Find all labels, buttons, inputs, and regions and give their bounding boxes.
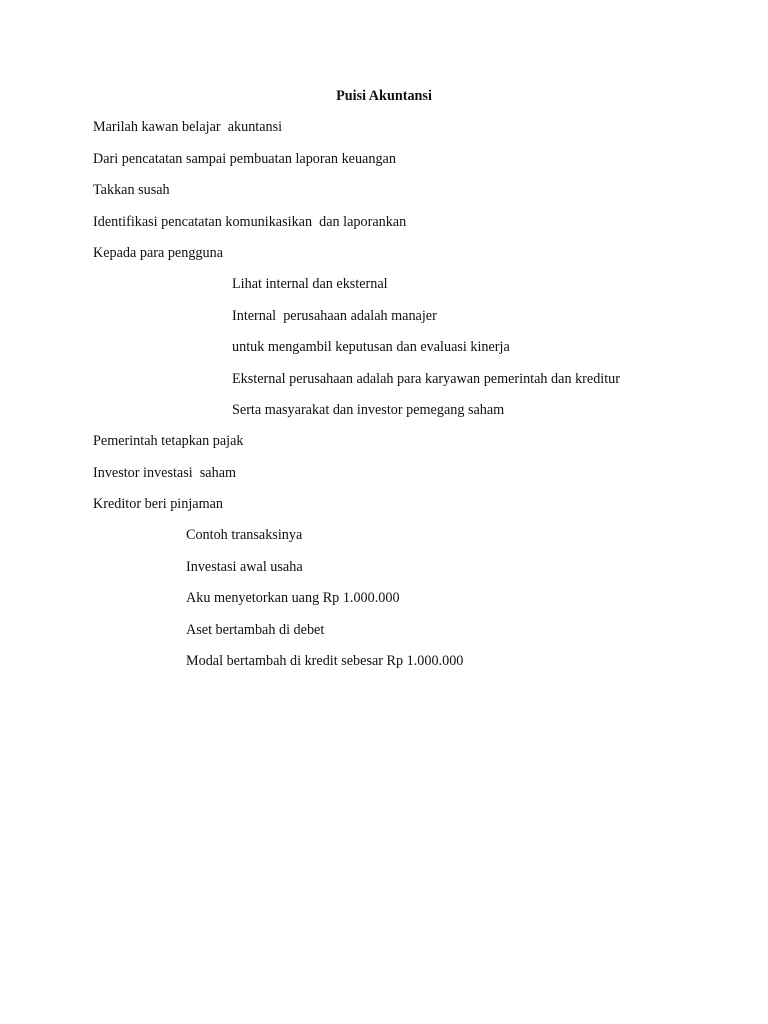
poem-line: Marilah kawan belajar akuntansi xyxy=(93,119,283,136)
poem-line: Eksternal perusahaan adalah para karyawan pemerintah dan kreditur xyxy=(232,370,621,387)
document-title: Puisi Akuntansi xyxy=(336,88,432,104)
poem-line: Aset bertambah di debet xyxy=(186,621,325,638)
poem-line: Takkan susah xyxy=(93,182,170,199)
poem-line: Investasi awal usaha xyxy=(186,558,303,575)
poem-line: Kreditor beri pinjaman xyxy=(93,496,224,513)
poem-line: Lihat internal dan eksternal xyxy=(232,276,388,293)
poem-line: Pemerintah tetapkan pajak xyxy=(93,433,244,450)
poem-line: Identifikasi pencatatan komunikasikan dan laporankan xyxy=(93,213,407,230)
poem-line: Modal bertambah di kredit sebesar Rp 1.000.000 xyxy=(186,653,464,670)
poem-line: Serta masyarakat dan investor pemegang saham xyxy=(232,401,505,418)
poem-line: Aku menyetorkan uang Rp 1.000.000 xyxy=(186,590,400,607)
poem-line: Contoh transaksinya xyxy=(186,527,303,544)
poem-line: Dari pencatatan sampai pembuatan laporan keuangan xyxy=(93,150,396,167)
poem-line: Kepada para pengguna xyxy=(93,244,223,261)
poem-line: untuk mengambil keputusan dan evaluasi kinerja xyxy=(232,339,510,356)
document-page xyxy=(0,81,768,677)
poem-line: Internal perusahaan adalah manajer xyxy=(232,307,437,324)
poem-line: Investor investasi saham xyxy=(93,464,237,481)
